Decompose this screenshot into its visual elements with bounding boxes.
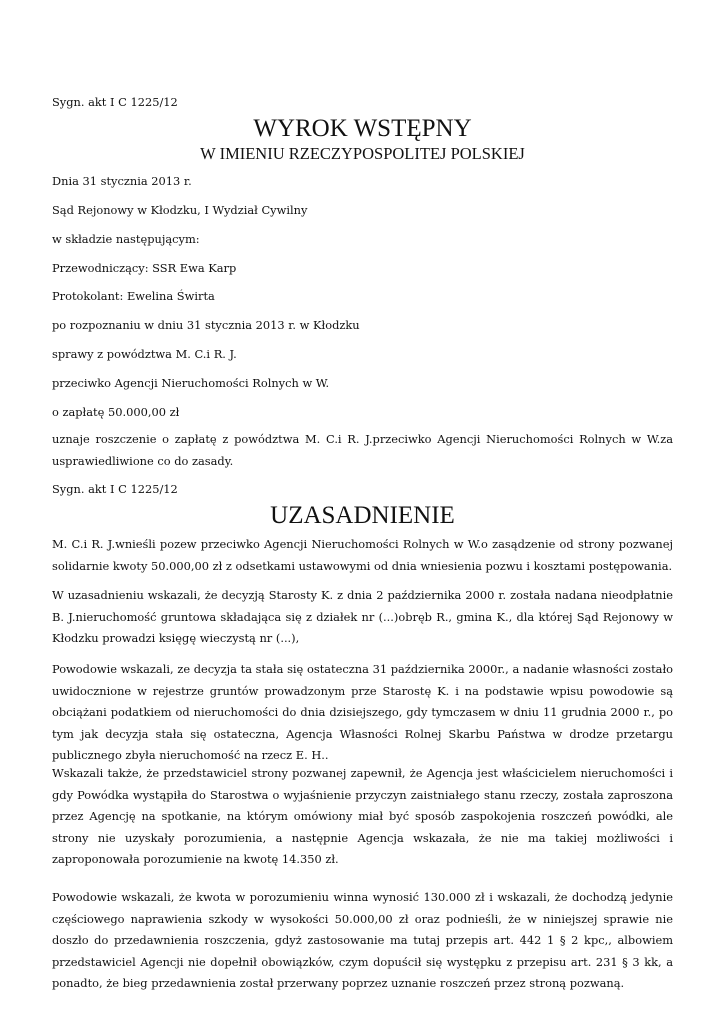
court-name: Sąd Rejonowy w Kłodzku, I Wydział Cywilny [52,203,308,217]
claim-subject: o zapłatę 50.000,00 zł [52,405,180,419]
defendant: przeciwko Agencji Nieruchomości Rolnych w W. [52,376,330,390]
presiding-judge: Przewodniczący: SSR Ewa Karp [52,261,237,275]
justification-paragraph: M. C.i R. J.wnieśli pozew przeciwko Agencji Nieruchomości Rolnych w W.o zasądzenie od strony pozwanej solidarnie kwoty 50.000,00 zł z odsetkami ustawowymi od dnia wniesienia pozwu i kosztami postępowania. [52,537,673,573]
court-clerk: Protokolant: Ewelina Świrta [52,289,215,303]
justification-paragraph: Wskazali także, że przedstawiciel strony pozwanej zapewnił, że Agencja jest właścicielem nieruchomości i gdy Powódka wystąpiła do Starostwa o wyjaśnienie przyczyn zaistniałego stanu rzeczy, została zaproszona przez Agencję na spotkanie, na którym omówiony miał być sposób zaspokojenia roszczeń powódki, ale strony nie uzyskały porozumienia, a następnie Agencja wskazała, że nie ma takiej możliwości i zaproponowała porozumienie na kwotę 14.350 zł. [52,766,673,866]
case-signature-top: Sygn. akt I C 1225/12 [52,95,178,109]
hearing-date: po rozpoznaniu w dniu 31 stycznia 2013 r. w Kłodzku [52,318,360,332]
case-parties: sprawy z powództwa M. C.i R. J. [52,347,237,361]
justification-title: UZASADNIENIE [270,502,455,529]
case-signature-justification: Sygn. akt I C 1225/12 [52,482,178,496]
verdict-date: Dnia 31 stycznia 2013 r. [52,174,192,188]
verdict-subtitle: W IMIENIU RZECZYPOSPOLITEJ POLSKIEJ [200,144,525,163]
justification-paragraph: W uzasadnieniu wskazali, że decyzją Starosty K. z dnia 2 października 2000 r. została nadana nieodpłatnie B. J.nieruchomość gruntowa składająca się z działek nr (...)obręb R., gmina K., dla której Sąd Rejonowy w Kłodzku prowadzi księgę wieczystą nr (...), [52,588,673,645]
ruling-text: uznaje roszczenie o zapłatę z powództwa M. C.i R. J.przeciwko Agencji Nieruchomości Rolnych w W.za usprawiedliwione co do zasady. [52,432,673,468]
justification-paragraph: Powodowie wskazali, że kwota w porozumieniu winna wynosić 130.000 zł i wskazali, że dochodzą jedynie częściowego naprawienia szkody w wysokości 50.000,00 zł oraz podnieśli, że w niniejszej sprawie nie doszło do przedawnienia roszczenia, gdyż zastosowanie ma tutaj przepis art. 442 1 § 2 kpc,, albowiem przedstawiciel Agencji nie dopełnił obowiązków, czym dopuścił się występku z przepisu art. 231 § 3 kk, a ponadto, że bieg przedawnienia został przerwany poprzez uznanie roszczeń przez stroną pozwaną. [52,890,673,990]
court-composition: w składzie następującym: [52,232,200,246]
justification-paragraph: Powodowie wskazali, ze decyzja ta stała się ostateczna 31 października 2000r., a nadanie własności zostało uwidocznione w rejestrze gruntów prowadzonym prze Starostę K. i na podstawie wpisu powodowie są obciążani podatkiem od nieruchomości do dnia dzisiejszego, gdy tymczasem w dniu 11 grudnia 2000 r., po tym jak decyzja stała się ostateczna, Agencja Własności Rolnej Skarbu Państwa w drodze przetargu publicznego zbyła nieruchomość na rzecz E. H.. [52,662,673,762]
verdict-title: WYROK WSTĘPNY [253,115,472,142]
